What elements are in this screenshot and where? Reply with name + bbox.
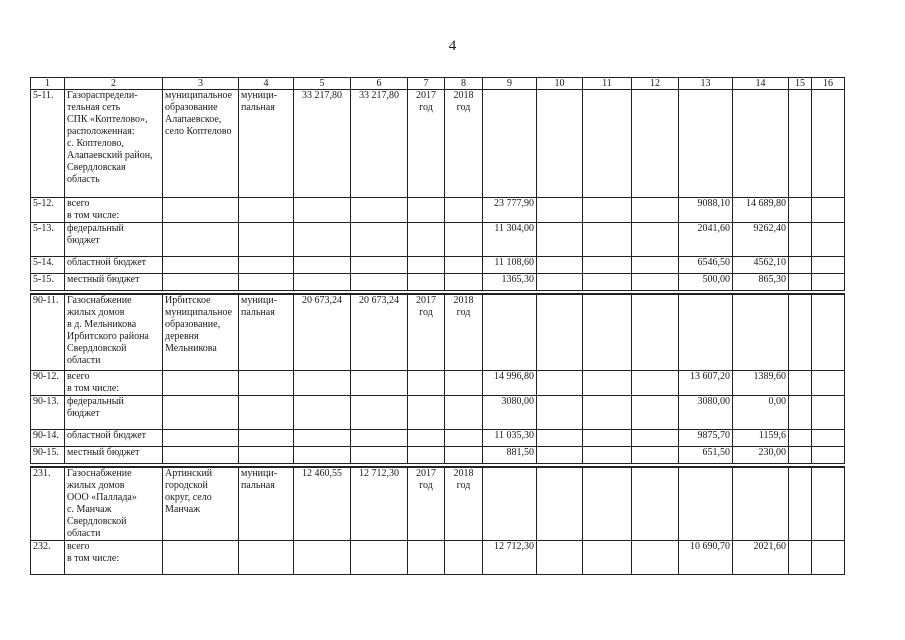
row-value-6: 33 217,80 (351, 90, 408, 198)
row-owner (163, 446, 239, 463)
row-value-15 (789, 294, 812, 370)
row-value-16 (812, 257, 845, 274)
row-value-16 (812, 90, 845, 198)
row-value-5 (294, 429, 351, 446)
table-row (31, 429, 845, 446)
row-value-11 (583, 540, 632, 574)
header-cell: 13 (679, 78, 733, 90)
row-owner (163, 370, 239, 395)
row-value-10 (537, 294, 583, 370)
page-number: 4 (448, 38, 457, 54)
row-value-10 (537, 257, 583, 274)
row-owner (163, 257, 239, 274)
row-number: 5-13. (31, 223, 65, 257)
row-value-15 (789, 90, 812, 198)
row-value-15 (789, 467, 812, 541)
row-value-5 (294, 257, 351, 274)
table-row (31, 223, 845, 257)
row-value-6 (351, 274, 408, 291)
table-row (31, 257, 845, 274)
row-value-14: 9262,40 (733, 223, 789, 257)
row-year-start: 2017 год (408, 467, 445, 541)
row-value-5 (294, 395, 351, 429)
row-value-15 (789, 274, 812, 291)
row-value-14: 1159,6 (733, 429, 789, 446)
row-year-start (408, 429, 445, 446)
row-year-start (408, 257, 445, 274)
row-value-5: 33 217,80 (294, 90, 351, 198)
row-year-end: 2018 год (445, 294, 483, 370)
row-value-6 (351, 395, 408, 429)
row-value-14: 1389,60 (733, 370, 789, 395)
row-value-5 (294, 540, 351, 574)
header-cell: 8 (445, 78, 483, 90)
header-row (31, 78, 845, 90)
header-cell: 4 (239, 78, 294, 90)
row-value-12 (632, 223, 679, 257)
row-value-5 (294, 370, 351, 395)
row-number: 5-12. (31, 198, 65, 223)
table-row (31, 198, 845, 223)
row-value-12 (632, 395, 679, 429)
row-ownership-type (239, 446, 294, 463)
row-year-end (445, 540, 483, 574)
row-value-12 (632, 90, 679, 198)
row-value-16 (812, 429, 845, 446)
row-value-5 (294, 198, 351, 223)
row-number: 231. (31, 467, 65, 541)
row-year-start (408, 446, 445, 463)
row-name: всего в том числе: (65, 540, 163, 574)
row-value-16 (812, 467, 845, 541)
row-year-start (408, 370, 445, 395)
row-value-15 (789, 223, 812, 257)
header-cell: 16 (812, 78, 845, 90)
header-cell: 2 (65, 78, 163, 90)
row-value-6 (351, 540, 408, 574)
row-value-15 (789, 257, 812, 274)
row-value-11 (583, 223, 632, 257)
row-value-16 (812, 540, 845, 574)
row-value-12 (632, 429, 679, 446)
row-value-6 (351, 429, 408, 446)
row-value-9: 23 777,90 (483, 198, 537, 223)
row-year-end (445, 223, 483, 257)
row-value-9 (483, 90, 537, 198)
row-value-16 (812, 395, 845, 429)
row-name: областной бюджет (65, 429, 163, 446)
row-value-9: 881,50 (483, 446, 537, 463)
row-owner (163, 223, 239, 257)
row-name: федеральный бюджет (65, 223, 163, 257)
header-cell: 6 (351, 78, 408, 90)
row-value-14: 0,00 (733, 395, 789, 429)
row-value-16 (812, 198, 845, 223)
row-value-13: 13 607,20 (679, 370, 733, 395)
row-year-end: 2018 год (445, 90, 483, 198)
row-ownership-type: муници- пальная (239, 467, 294, 541)
header-cell: 14 (733, 78, 789, 90)
row-value-11 (583, 294, 632, 370)
row-value-14 (733, 294, 789, 370)
row-value-10 (537, 274, 583, 291)
row-value-13: 651,50 (679, 446, 733, 463)
row-value-12 (632, 467, 679, 541)
row-name: Газоснабжение жилых домов ООО «Паллада» с. Манчаж Свердловской области (65, 467, 163, 541)
table-row (31, 370, 845, 395)
row-number: 90-12. (31, 370, 65, 395)
row-ownership-type (239, 540, 294, 574)
row-owner (163, 395, 239, 429)
row-value-13 (679, 294, 733, 370)
row-ownership-type (239, 274, 294, 291)
table-row (31, 540, 845, 574)
row-value-9 (483, 467, 537, 541)
row-value-10 (537, 446, 583, 463)
table-row (31, 294, 845, 370)
row-value-13: 500,00 (679, 274, 733, 291)
row-value-15 (789, 198, 812, 223)
row-value-16 (812, 446, 845, 463)
row-value-12 (632, 370, 679, 395)
row-value-6 (351, 223, 408, 257)
row-year-start: 2017 год (408, 90, 445, 198)
row-year-end: 2018 год (445, 467, 483, 541)
table-row (31, 274, 845, 291)
row-number: 5-15. (31, 274, 65, 291)
row-value-11 (583, 467, 632, 541)
header-cell: 11 (583, 78, 632, 90)
row-value-6 (351, 198, 408, 223)
header-cell: 1 (31, 78, 65, 90)
row-value-13 (679, 90, 733, 198)
table-row (31, 395, 845, 429)
row-owner: Артинский городской округ, село Манчаж (163, 467, 239, 541)
row-number: 5-14. (31, 257, 65, 274)
row-value-11 (583, 446, 632, 463)
row-value-16 (812, 274, 845, 291)
row-value-5: 20 673,24 (294, 294, 351, 370)
row-value-10 (537, 540, 583, 574)
row-value-12 (632, 446, 679, 463)
row-value-16 (812, 294, 845, 370)
row-owner (163, 274, 239, 291)
row-value-13: 6546,50 (679, 257, 733, 274)
row-year-start (408, 395, 445, 429)
row-number: 90-14. (31, 429, 65, 446)
row-value-5 (294, 274, 351, 291)
row-value-12 (632, 294, 679, 370)
row-value-10 (537, 467, 583, 541)
row-value-14: 2021,60 (733, 540, 789, 574)
row-value-9: 12 712,30 (483, 540, 537, 574)
table-row (31, 90, 845, 198)
row-value-11 (583, 90, 632, 198)
row-value-11 (583, 257, 632, 274)
row-value-16 (812, 223, 845, 257)
row-value-13: 3080,00 (679, 395, 733, 429)
row-name: всего в том числе: (65, 198, 163, 223)
row-value-6 (351, 257, 408, 274)
row-value-15 (789, 370, 812, 395)
row-value-6 (351, 446, 408, 463)
row-value-11 (583, 395, 632, 429)
row-value-10 (537, 395, 583, 429)
row-owner (163, 540, 239, 574)
row-value-13: 9875,70 (679, 429, 733, 446)
row-ownership-type (239, 429, 294, 446)
row-ownership-type: муници- пальная (239, 294, 294, 370)
row-number: 90-13. (31, 395, 65, 429)
row-name: Газоснабжение жилых домов в д. Мельникова Ирбитского района Свердловской области (65, 294, 163, 370)
row-value-11 (583, 198, 632, 223)
row-value-15 (789, 446, 812, 463)
row-value-10 (537, 90, 583, 198)
row-number: 90-11. (31, 294, 65, 370)
row-value-14 (733, 467, 789, 541)
row-year-end (445, 429, 483, 446)
row-value-15 (789, 540, 812, 574)
row-name: областной бюджет (65, 257, 163, 274)
row-value-9: 14 996,80 (483, 370, 537, 395)
row-value-14: 865,30 (733, 274, 789, 291)
row-value-6: 12 712,30 (351, 467, 408, 541)
header-cell: 10 (537, 78, 583, 90)
row-value-9: 1365,30 (483, 274, 537, 291)
row-name: местный бюджет (65, 274, 163, 291)
row-value-5 (294, 223, 351, 257)
row-ownership-type (239, 370, 294, 395)
row-value-5 (294, 446, 351, 463)
row-year-start (408, 274, 445, 291)
row-value-12 (632, 274, 679, 291)
row-value-13 (679, 467, 733, 541)
row-owner: муниципальное образование Алапаевское, село Коптелово (163, 90, 239, 198)
row-year-end (445, 370, 483, 395)
row-value-11 (583, 370, 632, 395)
row-year-end (445, 198, 483, 223)
header-cell: 9 (483, 78, 537, 90)
row-ownership-type (239, 223, 294, 257)
row-value-16 (812, 370, 845, 395)
row-value-15 (789, 395, 812, 429)
header-cell: 15 (789, 78, 812, 90)
row-year-start (408, 223, 445, 257)
header-cell: 7 (408, 78, 445, 90)
row-value-10 (537, 223, 583, 257)
row-value-9 (483, 294, 537, 370)
row-number: 5-11. (31, 90, 65, 198)
row-ownership-type (239, 198, 294, 223)
row-ownership-type (239, 395, 294, 429)
row-name: местный бюджет (65, 446, 163, 463)
row-number: 90-15. (31, 446, 65, 463)
header-cell: 12 (632, 78, 679, 90)
row-value-12 (632, 257, 679, 274)
row-value-12 (632, 540, 679, 574)
row-name: Газораспредели- тельная сеть СПК «Коптелово», расположенная: с. Коптелово, Алапаевский район, Свердловская область (65, 90, 163, 198)
row-year-end (445, 395, 483, 429)
row-value-9: 11 035,30 (483, 429, 537, 446)
row-value-14: 230,00 (733, 446, 789, 463)
row-year-end (445, 446, 483, 463)
row-value-11 (583, 274, 632, 291)
row-value-11 (583, 429, 632, 446)
row-ownership-type (239, 257, 294, 274)
header-cell: 5 (294, 78, 351, 90)
row-year-start: 2017 год (408, 294, 445, 370)
row-value-10 (537, 429, 583, 446)
row-value-9: 11 304,00 (483, 223, 537, 257)
row-value-6: 20 673,24 (351, 294, 408, 370)
row-number: 232. (31, 540, 65, 574)
row-value-9: 11 108,60 (483, 257, 537, 274)
row-owner: Ирбитское муниципальное образование, деревня Мельникова (163, 294, 239, 370)
row-name: всего в том числе: (65, 370, 163, 395)
table-row (31, 446, 845, 463)
row-year-end (445, 274, 483, 291)
row-value-9: 3080,00 (483, 395, 537, 429)
row-value-6 (351, 370, 408, 395)
row-value-5: 12 460,55 (294, 467, 351, 541)
row-year-start (408, 540, 445, 574)
row-value-13: 9088,10 (679, 198, 733, 223)
row-value-15 (789, 429, 812, 446)
row-value-13: 2041,60 (679, 223, 733, 257)
header-cell: 3 (163, 78, 239, 90)
row-value-10 (537, 198, 583, 223)
row-year-end (445, 257, 483, 274)
row-value-12 (632, 198, 679, 223)
row-owner (163, 198, 239, 223)
investment-table (30, 77, 845, 575)
row-value-14 (733, 90, 789, 198)
row-value-13: 10 690,70 (679, 540, 733, 574)
row-ownership-type: муници- пальная (239, 90, 294, 198)
row-value-14: 4562,10 (733, 257, 789, 274)
row-name: федеральный бюджет (65, 395, 163, 429)
row-year-start (408, 198, 445, 223)
row-value-10 (537, 370, 583, 395)
row-owner (163, 429, 239, 446)
table-row (31, 467, 845, 541)
row-value-14: 14 689,80 (733, 198, 789, 223)
